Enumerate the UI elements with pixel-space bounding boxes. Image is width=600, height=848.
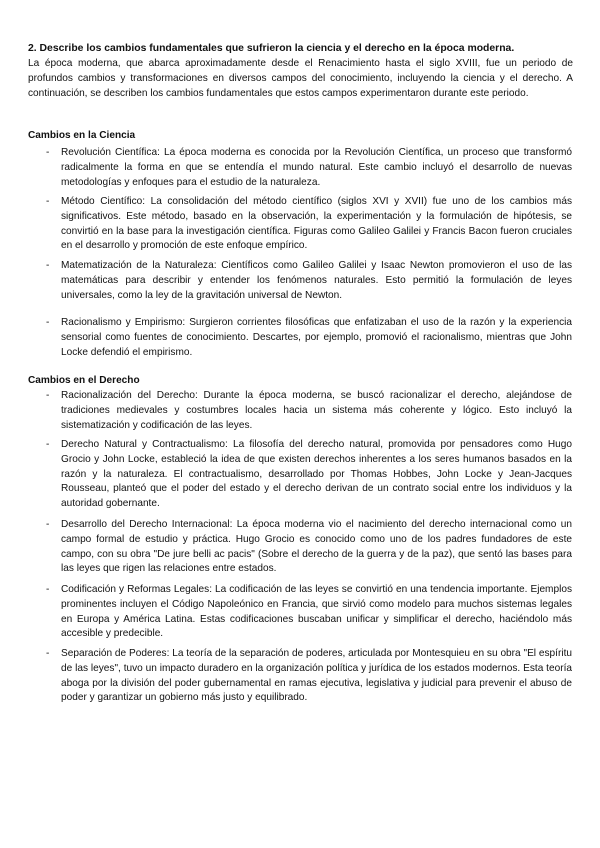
list-item [46, 195, 572, 254]
bullet-dash: - [46, 584, 50, 595]
list-item [46, 518, 572, 577]
list-item-text: Separación de Poderes: La teoría de la separación de poderes, articulada por Montesquieu en su obra "El espíritu de las leyes", tuvo un impacto duradero en la organización política y jurídica de los estados modernos. Esta teoría aboga por la división del poder gubernamental en ramas ejecutiva, legislativa y judicial para prevenir el abuso de poder y garantizar un gobierno más justo y equilibrado. [61, 648, 572, 704]
list-item-text: Racionalización del Derecho: Durante la época moderna, se buscó racionalizar el derecho, alejándose de tradiciones medievales y costumbres locales hacia un sistema más coherente y lógico. Esto incluyó la sistematización y codificación de las leyes. [61, 390, 572, 431]
bullet-dash: - [46, 317, 50, 328]
bullet-dash: - [46, 196, 50, 207]
list-item [46, 583, 572, 642]
section-title-derecho: Cambios en el Derecho [28, 375, 140, 386]
list-item-text: Desarrollo del Derecho Internacional: La época moderna vio el nacimiento del derecho internacional como un campo formal de estudio y práctica. Hugo Grocio es conocido como uno de los padres fundadores de este campo, con su obra "De jure belli ac pacis" (Sobre el derecho de la guerra y de la paz), que sentó las bases para las leyes que rigen las relaciones entre estados. [61, 519, 572, 575]
question-title: 2. Describe los cambios fundamentales que sufrieron la ciencia y el derecho en la época moderna. [28, 43, 515, 54]
list-item [46, 146, 572, 190]
list-item-text: Derecho Natural y Contractualismo: La filosofía del derecho natural, promovida por pensadores como Hugo Grocio y John Locke, estableció la idea de que existen derechos inherentes a los seres humanos basados en la razón y la naturaleza. El contractualismo, desarrollado por Thomas Hobbes, John Locke y Jean-Jacques Rousseau, planteó que el poder del estado y el derecho derivan de un contrato social entre los individuos y la autoridad gobernante. [61, 439, 572, 510]
list-item-text: Racionalismo y Empirismo: Surgieron corrientes filosóficas que enfatizaban el uso de la razón y la experiencia sensorial como fuentes de conocimiento. Descartes, por ejemplo, promovió el racionalismo, mientras que John Locke defendió el empirismo. [61, 317, 572, 358]
list-item [46, 259, 572, 303]
list-item [46, 438, 572, 512]
bullet-dash: - [46, 648, 50, 659]
bullet-dash: - [46, 519, 50, 530]
list-item-text: Revolución Científica: La época moderna es conocida por la Revolución Científica, un proceso que transformó radicalmente la forma en que se entendía el mundo natural. Este cambio incluyó el desarrollo de nuevas metodologías y enfoques para el estudio de la naturaleza. [61, 147, 572, 188]
list-item-text: Matematización de la Naturaleza: Científicos como Galileo Galilei y Isaac Newton promovieron el uso de las matemáticas para describir y entender los fenómenos naturales. Esto permitió la formulación de leyes universales, como la ley de la gravitación universal de Newton. [61, 260, 572, 301]
section-title-ciencia: Cambios en la Ciencia [28, 130, 136, 141]
bullet-dash: - [46, 147, 50, 158]
list-item [46, 316, 572, 360]
bullet-dash: - [46, 260, 50, 271]
list-item-text: Método Científico: La consolidación del método científico (siglos XVI y XVII) fue uno de los cambios más significativos. Este método, basado en la observación, la experimentación y la formulación de hipótesis, se convirtió en la base para la investigación científica. Figuras como Galileo Galilei y Francis Bacon fueron cruciales en el desarrollo y promoción de este enfoque empírico. [61, 196, 572, 252]
bullet-dash: - [46, 439, 50, 450]
bullet-dash: - [46, 390, 50, 401]
list-item [46, 647, 572, 706]
intro-paragraph: La época moderna, que abarca aproximadamente desde el Renacimiento hasta el siglo XVIII, fue un periodo de profundos cambios y transformaciones en diversos campos del conocimiento, incluyendo la ciencia y el derecho. A continuación, se describen los cambios fundamentales que estos campos experimentaron durante este periodo. [28, 58, 573, 99]
list-item [46, 389, 572, 433]
list-item-text: Codificación y Reformas Legales: La codificación de las leyes se convirtió en una tendencia importante. Ejemplos prominentes incluyen el Código Napoleónico en Francia, que sirvió como modelo para muchos sistemas legales en Europa y América Latina. Estas codificaciones buscaban unificar y simplificar el derecho, haciéndolo más accesible y predecible. [61, 584, 572, 640]
